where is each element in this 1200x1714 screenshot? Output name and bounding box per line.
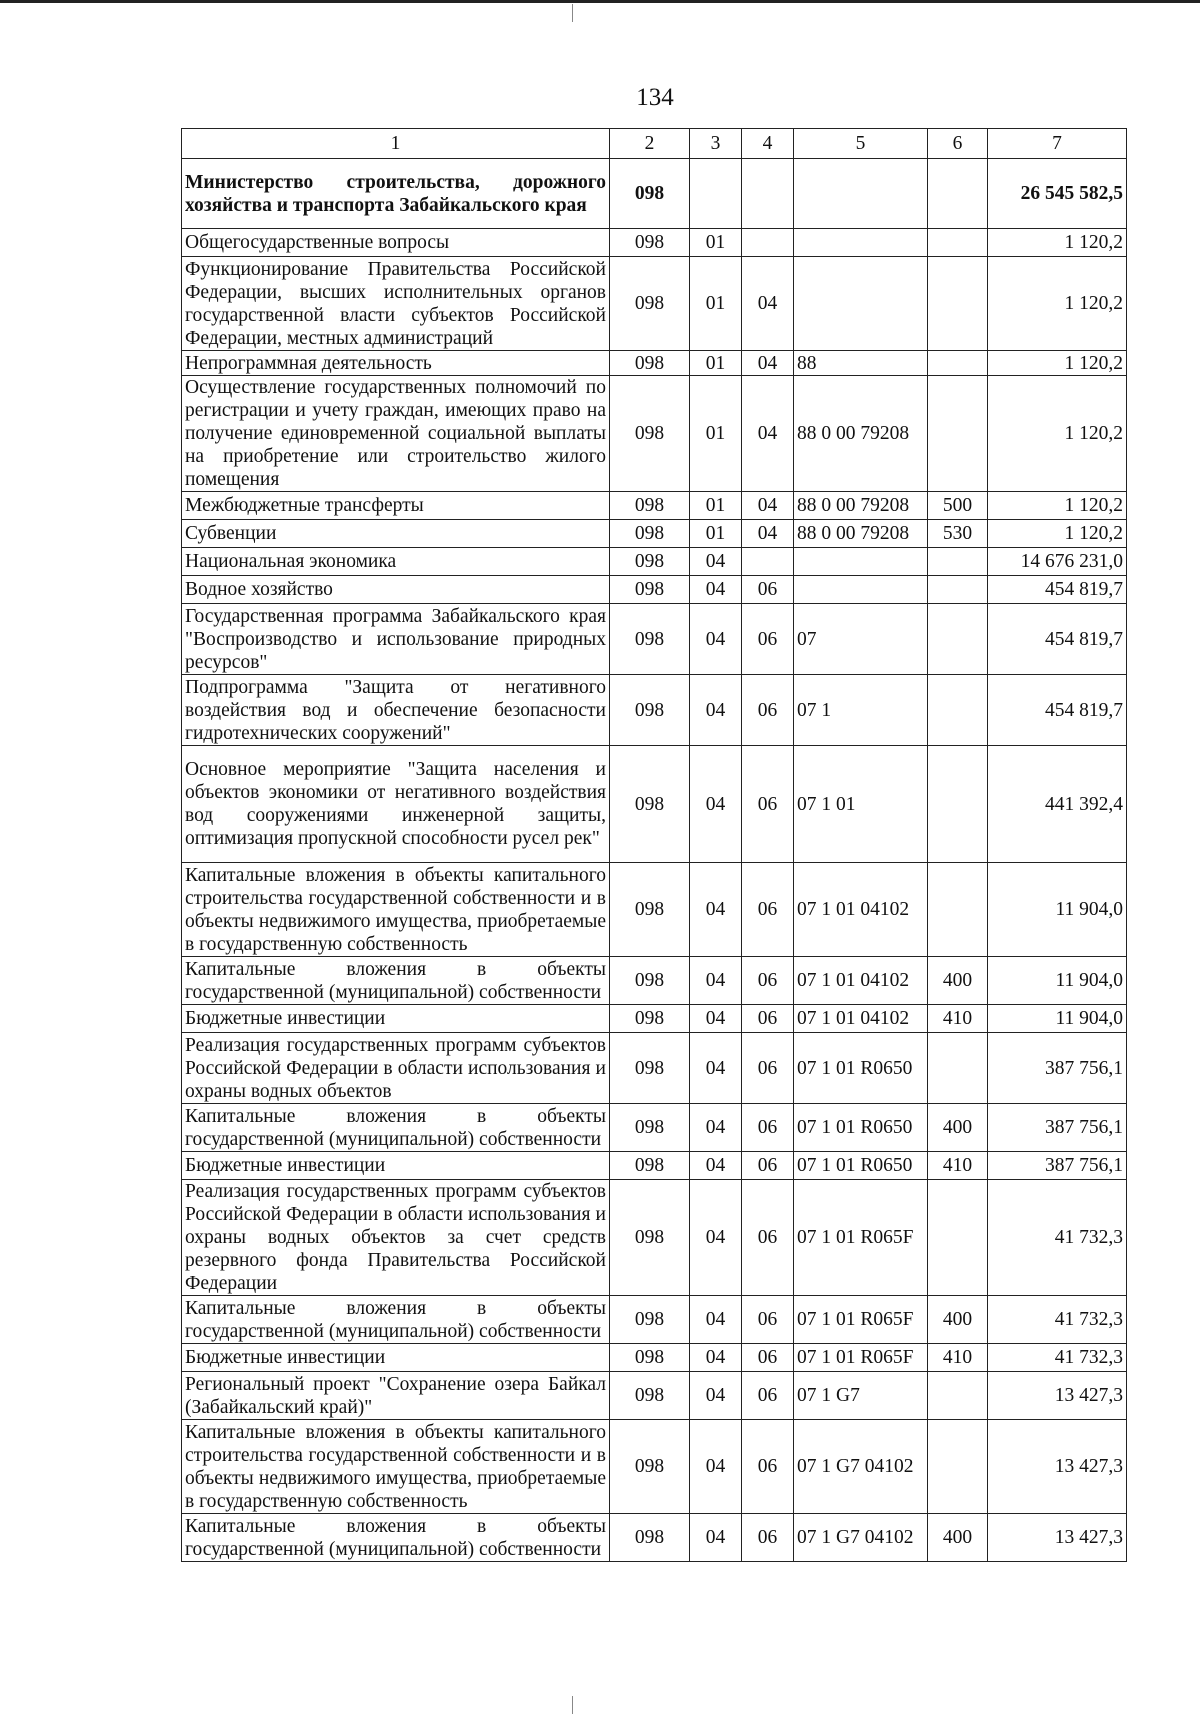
row-admin-code: 098 (610, 1152, 690, 1180)
row-name: Непрограммная деятельность (182, 351, 610, 376)
row-name: Общегосударственные вопросы (182, 229, 610, 257)
row-admin-code: 098 (610, 675, 690, 746)
row-section-code: 04 (690, 1372, 742, 1420)
table-row (182, 548, 1127, 576)
row-section-code: 04 (690, 1420, 742, 1514)
row-amount: 41 732,3 (988, 1344, 1127, 1372)
row-expense-type (928, 576, 988, 604)
row-expense-type (928, 1420, 988, 1514)
table-row (182, 1104, 1127, 1152)
table-row (182, 1296, 1127, 1344)
row-section-code: 04 (690, 604, 742, 675)
row-subsection-code: 06 (742, 675, 794, 746)
row-expense-type (928, 548, 988, 576)
table-row (182, 492, 1127, 520)
row-amount: 1 120,2 (988, 351, 1127, 376)
row-admin-code: 098 (610, 1372, 690, 1420)
table-row (182, 1420, 1127, 1514)
row-section-code: 04 (690, 1005, 742, 1033)
row-expense-type (928, 159, 988, 229)
row-target-code: 07 1 01 R0650 (794, 1152, 928, 1180)
table-row (182, 863, 1127, 957)
row-expense-type: 400 (928, 1514, 988, 1562)
page-number: 134 (636, 84, 674, 111)
row-amount: 13 427,3 (988, 1420, 1127, 1514)
row-amount: 13 427,3 (988, 1514, 1127, 1562)
row-subsection-code: 06 (742, 863, 794, 957)
row-target-code (794, 548, 928, 576)
table-row (182, 257, 1127, 351)
row-target-code (794, 576, 928, 604)
row-target-code: 07 1 01 R065F (794, 1296, 928, 1344)
table-row (182, 1033, 1127, 1104)
row-subsection-code: 06 (742, 1344, 794, 1372)
row-subsection-code (742, 548, 794, 576)
row-name: Субвенции (182, 520, 610, 548)
row-section-code: 01 (690, 351, 742, 376)
row-target-code: 07 1 01 R065F (794, 1180, 928, 1296)
row-amount: 387 756,1 (988, 1104, 1127, 1152)
table-row (182, 376, 1127, 492)
budget-table (181, 128, 1127, 1562)
column-header: 3 (690, 129, 742, 159)
row-expense-type (928, 229, 988, 257)
row-name: Водное хозяйство (182, 576, 610, 604)
row-target-code: 07 1 01 R0650 (794, 1033, 928, 1104)
row-expense-type (928, 1033, 988, 1104)
table-row (182, 1372, 1127, 1420)
table-row (182, 520, 1127, 548)
row-amount: 41 732,3 (988, 1296, 1127, 1344)
row-section-code: 04 (690, 1152, 742, 1180)
row-amount: 26 545 582,5 (988, 159, 1127, 229)
row-subsection-code (742, 159, 794, 229)
table-row (182, 957, 1127, 1005)
row-name: Капитальные вложения в объекты капитального строительства государственной собственности и в объекты недвижимого имущества, приобретаемые в государственную собственность (182, 863, 610, 957)
row-expense-type (928, 257, 988, 351)
row-subsection-code: 06 (742, 604, 794, 675)
row-amount: 14 676 231,0 (988, 548, 1127, 576)
row-expense-type: 410 (928, 1152, 988, 1180)
row-expense-type: 530 (928, 520, 988, 548)
row-subsection-code: 06 (742, 1005, 794, 1033)
row-name: Капитальные вложения в объекты капитального строительства государственной собственности и в объекты недвижимого имущества, приобретаемые в государственную собственность (182, 1420, 610, 1514)
row-name: Подпрограмма "Защита от негативного воздействия вод и обеспечение безопасности гидротехнических сооружений" (182, 675, 610, 746)
row-subsection-code: 04 (742, 520, 794, 548)
row-subsection-code: 06 (742, 746, 794, 863)
table-row (182, 1152, 1127, 1180)
row-subsection-code: 06 (742, 1180, 794, 1296)
column-header: 2 (610, 129, 690, 159)
row-admin-code: 098 (610, 576, 690, 604)
row-target-code: 07 1 G7 04102 (794, 1514, 928, 1562)
row-subsection-code: 06 (742, 1152, 794, 1180)
row-admin-code: 098 (610, 1514, 690, 1562)
row-expense-type: 410 (928, 1005, 988, 1033)
row-target-code: 07 1 01 04102 (794, 957, 928, 1005)
row-subsection-code: 04 (742, 376, 794, 492)
row-admin-code: 098 (610, 520, 690, 548)
row-section-code (690, 159, 742, 229)
header-row (182, 129, 1127, 159)
row-section-code: 01 (690, 492, 742, 520)
row-target-code: 88 0 00 79208 (794, 376, 928, 492)
row-admin-code: 098 (610, 257, 690, 351)
row-subsection-code: 06 (742, 1033, 794, 1104)
table-row (182, 1180, 1127, 1296)
row-subsection-code: 06 (742, 1296, 794, 1344)
row-expense-type (928, 746, 988, 863)
row-name: Бюджетные инвестиции (182, 1152, 610, 1180)
row-name: Государственная программа Забайкальского края "Воспроизводство и использование природных ресурсов" (182, 604, 610, 675)
row-section-code: 04 (690, 863, 742, 957)
row-section-code: 04 (690, 1296, 742, 1344)
row-target-code: 07 1 G7 (794, 1372, 928, 1420)
row-target-code: 07 1 01 R065F (794, 1344, 928, 1372)
row-target-code: 07 (794, 604, 928, 675)
row-admin-code: 098 (610, 229, 690, 257)
table-row (182, 351, 1127, 376)
row-amount: 1 120,2 (988, 492, 1127, 520)
row-expense-type (928, 376, 988, 492)
row-amount: 441 392,4 (988, 746, 1127, 863)
row-section-code: 04 (690, 1104, 742, 1152)
row-target-code: 07 1 G7 04102 (794, 1420, 928, 1514)
row-name: Капитальные вложения в объекты государственной (муниципальной) собственности (182, 1514, 610, 1562)
row-subsection-code: 06 (742, 957, 794, 1005)
row-target-code: 88 0 00 79208 (794, 492, 928, 520)
row-section-code: 01 (690, 257, 742, 351)
row-section-code: 04 (690, 1344, 742, 1372)
row-expense-type: 500 (928, 492, 988, 520)
row-subsection-code: 06 (742, 1372, 794, 1420)
row-subsection-code: 06 (742, 1514, 794, 1562)
row-name: Межбюджетные трансферты (182, 492, 610, 520)
row-section-code: 04 (690, 1180, 742, 1296)
table-row (182, 1514, 1127, 1562)
row-expense-type: 400 (928, 1104, 988, 1152)
row-target-code: 07 1 01 04102 (794, 1005, 928, 1033)
row-target-code: 07 1 01 (794, 746, 928, 863)
row-admin-code: 098 (610, 1420, 690, 1514)
column-header: 1 (182, 129, 610, 159)
column-header: 5 (794, 129, 928, 159)
row-amount: 41 732,3 (988, 1180, 1127, 1296)
row-subsection-code: 06 (742, 576, 794, 604)
row-name: Функционирование Правительства Российской Федерации, высших исполнительных органов государственной власти субъектов Российской Федерации, местных администраций (182, 257, 610, 351)
row-admin-code: 098 (610, 351, 690, 376)
row-admin-code: 098 (610, 159, 690, 229)
row-section-code: 04 (690, 746, 742, 863)
row-expense-type: 400 (928, 957, 988, 1005)
row-section-code: 01 (690, 376, 742, 492)
row-amount: 11 904,0 (988, 863, 1127, 957)
table-row (182, 159, 1127, 229)
row-name: Национальная экономика (182, 548, 610, 576)
row-admin-code: 098 (610, 957, 690, 1005)
row-subsection-code (742, 229, 794, 257)
row-target-code (794, 159, 928, 229)
row-section-code: 04 (690, 675, 742, 746)
row-amount: 1 120,2 (988, 520, 1127, 548)
row-name: Министерство строительства, дорожного хозяйства и транспорта Забайкальского края (182, 159, 610, 229)
row-amount: 1 120,2 (988, 257, 1127, 351)
row-target-code: 88 0 00 79208 (794, 520, 928, 548)
row-subsection-code: 06 (742, 1104, 794, 1152)
table-row (182, 1005, 1127, 1033)
row-expense-type (928, 863, 988, 957)
row-admin-code: 098 (610, 1180, 690, 1296)
table-row (182, 576, 1127, 604)
table-row (182, 746, 1127, 863)
table-row (182, 1344, 1127, 1372)
row-name: Бюджетные инвестиции (182, 1344, 610, 1372)
row-name: Бюджетные инвестиции (182, 1005, 610, 1033)
row-target-code: 07 1 01 R0650 (794, 1104, 928, 1152)
row-section-code: 01 (690, 520, 742, 548)
table-row (182, 675, 1127, 746)
row-expense-type (928, 351, 988, 376)
page-top-border (0, 0, 1200, 3)
row-amount: 1 120,2 (988, 376, 1127, 492)
row-expense-type: 400 (928, 1296, 988, 1344)
row-admin-code: 098 (610, 1104, 690, 1152)
row-amount: 387 756,1 (988, 1152, 1127, 1180)
row-section-code: 04 (690, 1033, 742, 1104)
row-amount: 454 819,7 (988, 604, 1127, 675)
row-amount: 454 819,7 (988, 576, 1127, 604)
row-amount: 13 427,3 (988, 1372, 1127, 1420)
row-expense-type: 410 (928, 1344, 988, 1372)
row-target-code: 88 (794, 351, 928, 376)
row-section-code: 01 (690, 229, 742, 257)
row-section-code: 04 (690, 548, 742, 576)
row-name: Капитальные вложения в объекты государственной (муниципальной) собственности (182, 957, 610, 1005)
row-amount: 11 904,0 (988, 957, 1127, 1005)
row-admin-code: 098 (610, 604, 690, 675)
column-header: 4 (742, 129, 794, 159)
row-name: Реализация государственных программ субъектов Российской Федерации в области использования и охраны водных объектов за счет средств резервного фонда Правительства Российской Федерации (182, 1180, 610, 1296)
row-amount: 387 756,1 (988, 1033, 1127, 1104)
row-expense-type (928, 1180, 988, 1296)
row-section-code: 04 (690, 1514, 742, 1562)
row-admin-code: 098 (610, 1033, 690, 1104)
row-expense-type (928, 675, 988, 746)
row-target-code: 07 1 (794, 675, 928, 746)
row-admin-code: 098 (610, 1344, 690, 1372)
row-expense-type (928, 604, 988, 675)
row-admin-code: 098 (610, 548, 690, 576)
row-amount: 11 904,0 (988, 1005, 1127, 1033)
row-target-code (794, 229, 928, 257)
scan-mark (572, 4, 573, 22)
row-admin-code: 098 (610, 863, 690, 957)
row-admin-code: 098 (610, 1296, 690, 1344)
row-subsection-code: 04 (742, 351, 794, 376)
row-section-code: 04 (690, 576, 742, 604)
row-admin-code: 098 (610, 746, 690, 863)
column-header: 7 (988, 129, 1127, 159)
row-amount: 1 120,2 (988, 229, 1127, 257)
row-admin-code: 098 (610, 376, 690, 492)
row-name: Капитальные вложения в объекты государственной (муниципальной) собственности (182, 1296, 610, 1344)
row-amount: 454 819,7 (988, 675, 1127, 746)
row-name: Основное мероприятие "Защита населения и объектов экономики от негативного воздействия вод сооружениями инженерной защиты, оптимизация пропускной способности русел рек" (182, 746, 610, 863)
table-row (182, 229, 1127, 257)
row-subsection-code: 04 (742, 492, 794, 520)
scan-mark (572, 1696, 573, 1714)
row-admin-code: 098 (610, 1005, 690, 1033)
row-admin-code: 098 (610, 492, 690, 520)
row-expense-type (928, 1372, 988, 1420)
row-section-code: 04 (690, 957, 742, 1005)
row-name: Осуществление государственных полномочий по регистрации и учету граждан, имеющих право на получение единовременной социальной выплаты на приобретение или строительство жилого помещения (182, 376, 610, 492)
row-subsection-code: 04 (742, 257, 794, 351)
row-target-code: 07 1 01 04102 (794, 863, 928, 957)
table-row (182, 604, 1127, 675)
column-header: 6 (928, 129, 988, 159)
row-name: Капитальные вложения в объекты государственной (муниципальной) собственности (182, 1104, 610, 1152)
row-name: Региональный проект "Сохранение озера Байкал (Забайкальский край)" (182, 1372, 610, 1420)
row-target-code (794, 257, 928, 351)
row-subsection-code: 06 (742, 1420, 794, 1514)
row-name: Реализация государственных программ субъектов Российской Федерации в области использования и охраны водных объектов (182, 1033, 610, 1104)
